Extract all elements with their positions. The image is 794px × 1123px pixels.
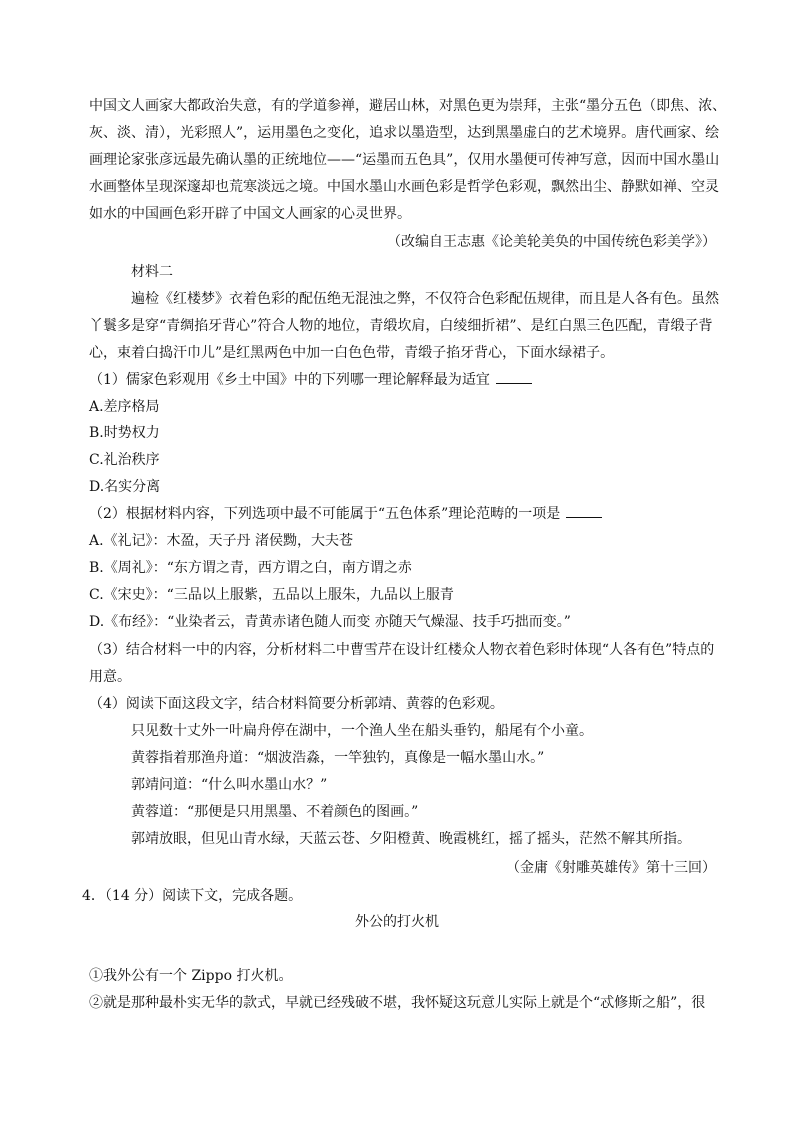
article-paragraph: ①我外公有一个 Zippo 打火机。 [89,968,293,984]
answer-blank[interactable] [566,504,602,518]
material-one-line: 灰、淡、清），光彩照人”，运用墨色之变化，追求以墨造型，达到黑墨虚白的艺术境界。唐代画家、绘 [89,125,720,141]
option-c: C.礼治秩序 [89,452,160,468]
material-two-label: 材料二 [131,264,173,280]
passage-line: 郭靖放眼，但见山青水绿，天蓝云苍、夕阳橙黄、晚霞桃红，摇了摇头，茫然不解其所指。 [131,831,691,847]
passage-line: 黄蓉道：“那便是只用黑墨、不着颜色的图画。” [131,804,419,820]
material-two-line: 遍检《红楼梦》衣着色彩的配伍绝无混浊之弊，不仅符合色彩配伍规律，而且是人各有色。虽然 [131,291,719,307]
material-one-line: 画理论家张彦远最先确认墨的正统地位——“运墨而五色具”，仅用水墨便可传神写意，因而中国水墨山 [89,152,720,168]
section-4-header: 4．（14 分）阅读下文，完成各题。 [82,888,303,904]
article-paragraph: ②就是那种最朴实无华的款式，早就已经残破不堪，我怀疑这玩意儿实际上就是个“忒修斯之船”，很 [89,995,706,1011]
question-2-text: （2）根据材料内容，下列选项中最不可能属于“五色体系”理论范畴的一项是 [89,506,561,522]
source-citation: （改编自王志惠《论美轮美奂的中国传统色彩美学》） [387,234,716,250]
option-a: A.差序格局 [89,399,160,415]
option-a: A.《礼记》：木盈，天子丹 渚侯黝，大夫苍 [89,533,354,549]
passage-line: 郭靖问道：“什么叫水墨山水？” [131,777,328,793]
material-one-line: 水画整体呈现深邃却也荒寒淡远之境。中国水墨山水画色彩是哲学色彩观，飘然出尘、静默如禅、空灵 [89,179,719,195]
material-two-line: 心，束着白捣汗巾儿”是红黑两色中加一白色色带，青缎子掐牙背心，下面水绿裙子。 [89,345,615,361]
answer-blank[interactable] [496,370,532,384]
option-d: D.《布经》：“业染者云，青黄赤诸色随人而变 亦随天气燥湿、技手巧拙而变。” [89,614,571,630]
question-1-text: （1）儒家色彩观用《乡土中国》中的下列哪一理论解释最为适宜 [89,372,490,388]
passage-line: 黄蓉指着那渔舟道：“烟波浩淼，一竿独钓，真像是一幅水墨山水。” [131,750,545,766]
option-c: C.《宋史》：“三品以上服紫，五品以上服朱，九品以上服青 [89,587,454,603]
option-b: B.《周礼》：“东方谓之青，西方谓之白，南方谓之赤 [89,560,412,576]
question-2-stem [89,504,602,524]
material-two-line: 丫鬟多是穿“青绸掐牙背心”符合人物的地位，青缎坎肩，白绫细折裙”、是红白黑三色匹配，青缎子背 [89,318,713,334]
source-citation: （金庸《射雕英雄传》第十三回） [506,860,716,876]
option-d: D.名实分离 [89,479,161,495]
question-3-line: （3）结合材料一中的内容，分析材料二中曹雪芹在设计红楼众人物衣着色彩时体现“人各有色”特点的 [89,642,715,658]
passage-line: 只见数十丈外一叶扁舟停在湖中，一个渔人坐在船头垂钓，船尾有个小童。 [131,723,593,739]
option-b: B.时势权力 [89,425,160,441]
question-1-stem [89,370,532,390]
article-title: 外公的打火机 [355,914,439,930]
material-one-line: 如水的中国画色彩开辟了中国文人画家的心灵世界。 [89,206,411,222]
question-3-line: 用意。 [89,669,131,685]
question-4-stem: （4）阅读下面这段文字，结合材料简要分析郭靖、黄蓉的色彩观。 [89,696,504,712]
material-one-line: 中国文人画家大都政治失意，有的学道参禅，避居山林，对黑色更为崇拜，主张“墨分五色（即焦、浓、 [89,98,727,114]
